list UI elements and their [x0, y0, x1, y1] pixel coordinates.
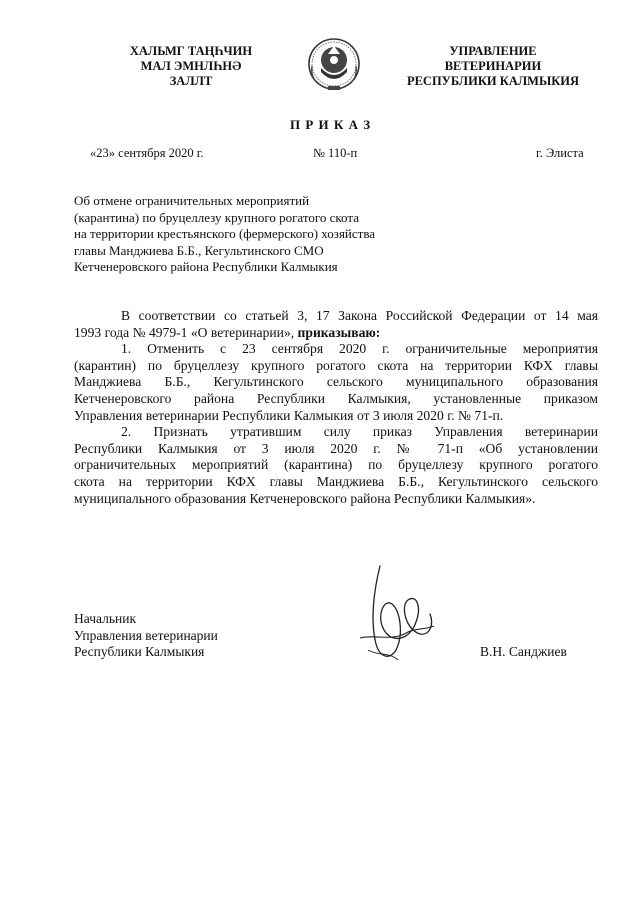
- item-2-line: ограничительных мероприятий (карантина) по бруцеллезу крупного рогатого: [74, 457, 598, 473]
- signatory-position: [74, 611, 218, 661]
- item-2-line: скота на территории КФХ главы Манджиева Б.Б., Кегультинского сельского: [74, 473, 598, 489]
- signatory-position-line: Начальник: [74, 611, 137, 626]
- item-2-line-last: муниципального образования Кетченеровского района Республики Калмыкия».: [74, 490, 536, 506]
- item-1-line-last: Управления ветеринарии Республики Калмыкия от 3 июля 2020 г. № 71-п.: [74, 407, 504, 423]
- subject-line: главы Манджиева Б.Б., Кегультинского СМО: [74, 242, 324, 258]
- header-right-line-1: УПРАВЛЕНИЕ: [449, 44, 537, 58]
- intro-line: В соответствии со статьей 3, 17 Закона Российской Федерации от 14 мая: [121, 308, 598, 323]
- header-left-line-3: ЗАЛЛТ: [169, 74, 213, 88]
- intro-line-last: [74, 325, 598, 342]
- intro-paragraph: [74, 308, 598, 341]
- item-1-line: Кетченеровского района Республики Калмыкия, установленные приказом: [74, 390, 598, 406]
- signatory-name: В.Н. Санджиев: [480, 644, 567, 659]
- order-number: № 110-п: [313, 146, 358, 160]
- item-1-paragraph: [74, 341, 598, 424]
- intro-text: 1993 года № 4979-1 «О ветеринарии»,: [74, 324, 298, 340]
- item-2-line: 2. Признать утратившим силу приказ Управления ветеринарии: [121, 424, 598, 440]
- item-2-line: Республики Калмыкия от 3 июля 2020 г. № 71-п «Об установлении: [74, 440, 598, 456]
- order-subject: [74, 193, 414, 276]
- subject-line: Кетченеровского района Республики Калмыкия: [74, 259, 338, 274]
- handwritten-signature: [350, 560, 440, 670]
- order-body: [74, 308, 598, 507]
- item-1-line: Манджиева Б.Б., Кегультинского сельского муниципального образования: [74, 374, 598, 390]
- order-date: «23» сентября 2020 г.: [90, 146, 204, 160]
- subject-line: на территории крестьянского (фермерского) хозяйства: [74, 226, 376, 241]
- subject-line: (карантина) по бруцеллезу крупного рогатого скота: [74, 209, 359, 225]
- item-1-line: 1. Отменить с 23 сентября 2020 г. ограничительные мероприятия: [121, 341, 598, 357]
- item-2-paragraph: [74, 424, 598, 507]
- signatory-position-line: Управления ветеринарии: [74, 627, 218, 643]
- document-type: П Р И К А З: [290, 117, 372, 132]
- header-left-line-2: МАЛ ЭМНЛҺНӘ: [140, 59, 242, 73]
- intro-bold-verb: приказываю:: [297, 324, 381, 340]
- coat-of-arms-emblem: [306, 36, 362, 94]
- order-place: г. Элиста: [536, 146, 584, 160]
- subject-line: Об отмене ограничительных мероприятий: [74, 193, 310, 208]
- header-left-line-1: ХАЛЬМГ ТАҢҺЧИН: [129, 44, 253, 58]
- item-1-line: (карантин) по бруцеллезу крупного рогатого скота на территории КФХ главы: [74, 357, 598, 373]
- header-right-line-3: РЕСПУБЛИКИ КАЛМЫКИЯ: [406, 74, 580, 88]
- signatory-position-line: Республики Калмыкия: [74, 644, 205, 659]
- header-right-line-2: ВЕТЕРИНАРИИ: [444, 59, 542, 73]
- header-left: [96, 44, 286, 89]
- header-right: [398, 44, 588, 89]
